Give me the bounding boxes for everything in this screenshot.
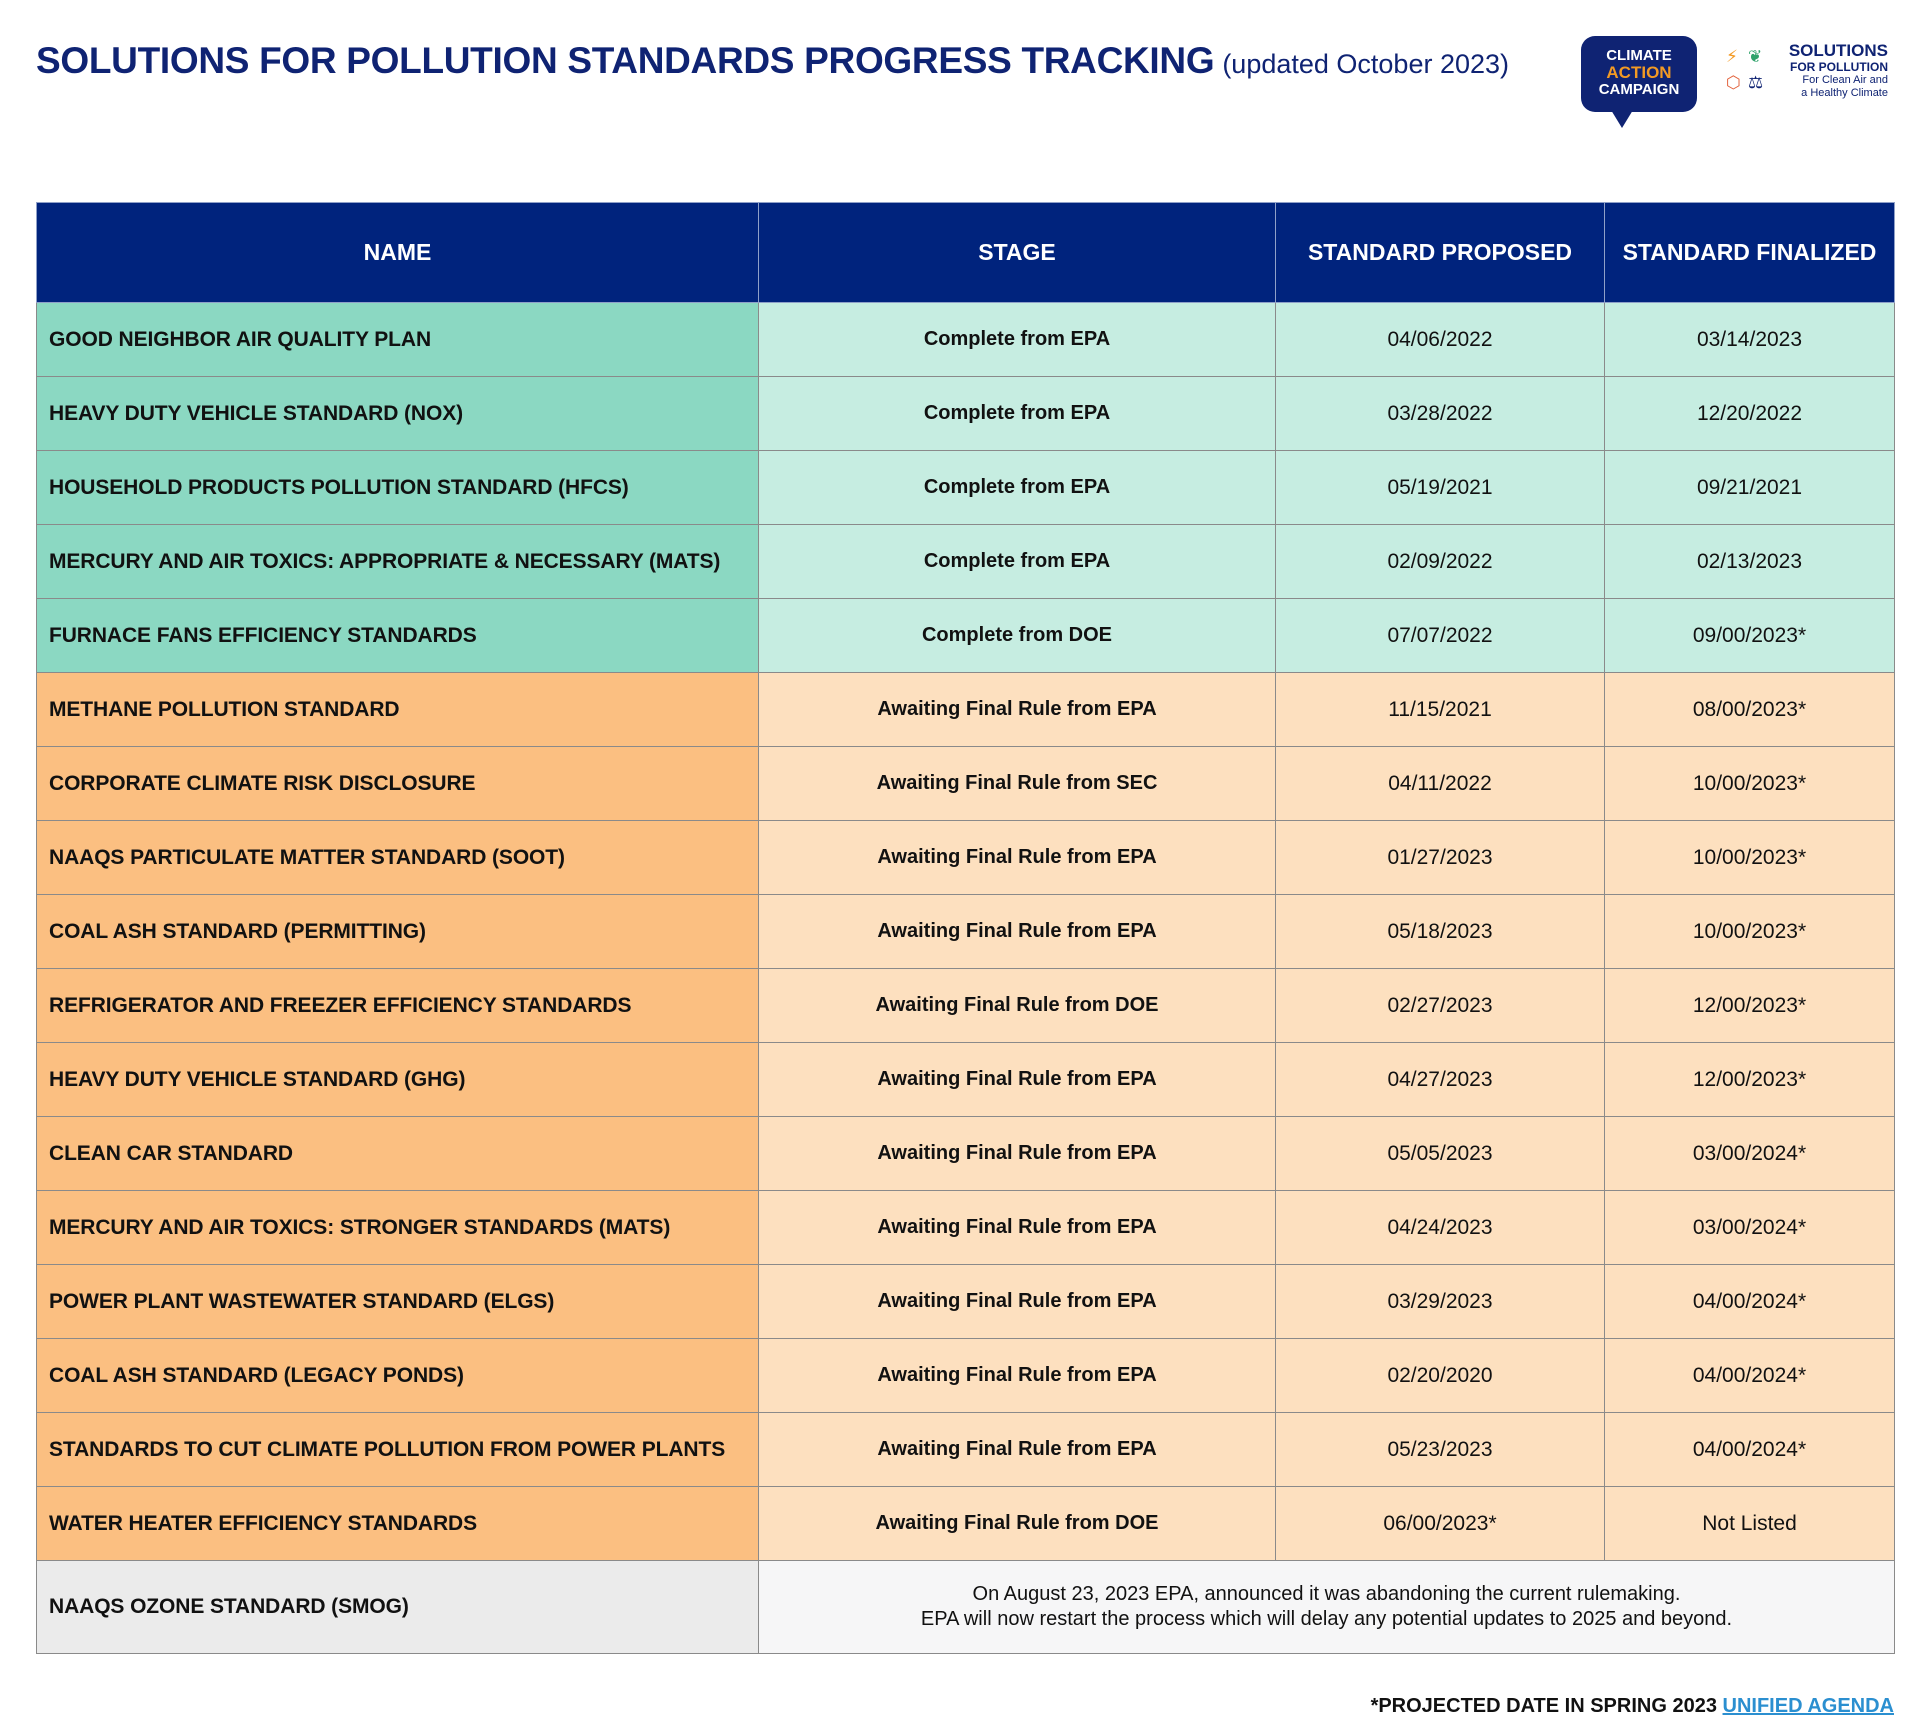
title-subtitle: (updated October 2023) xyxy=(1222,49,1510,79)
row-name: METHANE POLLUTION STANDARD xyxy=(37,673,759,747)
standards-table xyxy=(36,202,1895,1654)
row-stage: Awaiting Final Rule from EPA xyxy=(759,1413,1276,1487)
row-stage: Complete from EPA xyxy=(759,303,1276,377)
row-proposed: 06/00/2023* xyxy=(1276,1487,1605,1561)
speech-bubble-tail xyxy=(1611,110,1633,128)
table-body xyxy=(37,303,1895,1654)
row-finalized: 03/00/2024* xyxy=(1605,1191,1895,1265)
row-stage: Complete from EPA xyxy=(759,525,1276,599)
column-header-stage: STAGE xyxy=(759,203,1276,303)
column-header-name: NAME xyxy=(37,203,759,303)
row-finalized: 09/00/2023* xyxy=(1605,599,1895,673)
row-proposed: 05/18/2023 xyxy=(1276,895,1605,969)
table-row xyxy=(37,1487,1895,1561)
table-row xyxy=(37,525,1895,599)
row-name: GOOD NEIGHBOR AIR QUALITY PLAN xyxy=(37,303,759,377)
climate-action-campaign-logo xyxy=(1581,36,1697,112)
table-row xyxy=(37,1191,1895,1265)
row-name: NAAQS OZONE STANDARD (SMOG) xyxy=(37,1561,759,1654)
row-name: POWER PLANT WASTEWATER STANDARD (ELGS) xyxy=(37,1265,759,1339)
row-finalized: 08/00/2023* xyxy=(1605,673,1895,747)
row-stage: Awaiting Final Rule from DOE xyxy=(759,969,1276,1043)
row-finalized: 09/21/2021 xyxy=(1605,451,1895,525)
row-stage: Awaiting Final Rule from EPA xyxy=(759,1339,1276,1413)
row-finalized: 04/00/2024* xyxy=(1605,1265,1895,1339)
cac-logo-line1: CLIMATE xyxy=(1606,47,1672,64)
table-row xyxy=(37,1043,1895,1117)
table-header-row xyxy=(37,203,1895,303)
row-name: CORPORATE CLIMATE RISK DISCLOSURE xyxy=(37,747,759,821)
row-finalized: 03/00/2024* xyxy=(1605,1117,1895,1191)
sfp-logo-line1: SOLUTIONS xyxy=(1788,41,1888,60)
row-stage: Awaiting Final Rule from EPA xyxy=(759,895,1276,969)
ozone-note-line2: EPA will now restart the process which will delay any potential updates to 2025 and beyond. xyxy=(920,1608,1733,1630)
row-stage: Awaiting Final Rule from EPA xyxy=(759,1043,1276,1117)
row-finalized: 02/13/2023 xyxy=(1605,525,1895,599)
table-row xyxy=(37,747,1895,821)
row-name: CLEAN CAR STANDARD xyxy=(37,1117,759,1191)
row-name: WATER HEATER EFFICIENCY STANDARDS xyxy=(37,1487,759,1561)
row-proposed: 07/07/2022 xyxy=(1276,599,1605,673)
solutions-for-pollution-logo xyxy=(1724,42,1894,112)
ozone-note xyxy=(759,1561,1895,1654)
row-proposed: 04/24/2023 xyxy=(1276,1191,1605,1265)
row-stage: Awaiting Final Rule from EPA xyxy=(759,821,1276,895)
row-stage: Awaiting Final Rule from EPA xyxy=(759,1265,1276,1339)
column-header-proposed: STANDARD PROPOSED xyxy=(1276,203,1605,303)
row-finalized: 04/00/2024* xyxy=(1605,1339,1895,1413)
cac-logo-line2: ACTION xyxy=(1606,63,1672,82)
row-stage: Complete from EPA xyxy=(759,451,1276,525)
row-proposed: 02/09/2022 xyxy=(1276,525,1605,599)
row-finalized: 04/00/2024* xyxy=(1605,1413,1895,1487)
row-stage: Complete from EPA xyxy=(759,377,1276,451)
row-proposed: 02/27/2023 xyxy=(1276,969,1605,1043)
row-stage: Complete from DOE xyxy=(759,599,1276,673)
page-title xyxy=(36,40,1509,82)
sfp-logo-line2: FOR POLLUTION xyxy=(1790,60,1888,74)
table-row xyxy=(37,1265,1895,1339)
table-row xyxy=(37,599,1895,673)
row-finalized: 10/00/2023* xyxy=(1605,747,1895,821)
ozone-row xyxy=(37,1561,1895,1654)
row-name: NAAQS PARTICULATE MATTER STANDARD (SOOT) xyxy=(37,821,759,895)
row-proposed: 03/29/2023 xyxy=(1276,1265,1605,1339)
table-row xyxy=(37,821,1895,895)
sfp-logo-line4: a Healthy Climate xyxy=(1801,87,1888,99)
row-name: MERCURY AND AIR TOXICS: APPROPRIATE & NECESSARY (MATS) xyxy=(37,525,759,599)
row-name: FURNACE FANS EFFICIENCY STANDARDS xyxy=(37,599,759,673)
leaf-icon: ❦ xyxy=(1748,47,1763,66)
table-row xyxy=(37,1117,1895,1191)
unified-agenda-link[interactable]: UNIFIED AGENDA xyxy=(1722,1695,1894,1717)
row-finalized: Not Listed xyxy=(1605,1487,1895,1561)
row-proposed: 01/27/2023 xyxy=(1276,821,1605,895)
title-main: SOLUTIONS FOR POLLUTION STANDARDS PROGRESS TRACKING xyxy=(36,40,1215,81)
row-name: COAL ASH STANDARD (LEGACY PONDS) xyxy=(37,1339,759,1413)
row-stage: Awaiting Final Rule from SEC xyxy=(759,747,1276,821)
shield-icon: ⬡ xyxy=(1726,73,1741,92)
table-row xyxy=(37,969,1895,1043)
row-finalized: 12/00/2023* xyxy=(1605,969,1895,1043)
row-stage: Awaiting Final Rule from EPA xyxy=(759,1191,1276,1265)
row-name: COAL ASH STANDARD (PERMITTING) xyxy=(37,895,759,969)
row-name: STANDARDS TO CUT CLIMATE POLLUTION FROM POWER PLANTS xyxy=(37,1413,759,1487)
row-name: REFRIGERATOR AND FREEZER EFFICIENCY STANDARDS xyxy=(37,969,759,1043)
ozone-note-line1: On August 23, 2023 EPA, announced it was abandoning the current rulemaking. xyxy=(972,1583,1681,1605)
row-finalized: 12/00/2023* xyxy=(1605,1043,1895,1117)
row-finalized: 10/00/2023* xyxy=(1605,895,1895,969)
table-row xyxy=(37,303,1895,377)
sfp-logo-text xyxy=(1770,42,1888,100)
row-proposed: 05/05/2023 xyxy=(1276,1117,1605,1191)
row-proposed: 04/11/2022 xyxy=(1276,747,1605,821)
row-name: HOUSEHOLD PRODUCTS POLLUTION STANDARD (HFCS) xyxy=(37,451,759,525)
sfp-icon-group xyxy=(1724,48,1768,100)
table-row xyxy=(37,895,1895,969)
lightning-icon: ⚡ xyxy=(1726,47,1738,66)
table-row xyxy=(37,1339,1895,1413)
row-name: HEAVY DUTY VEHICLE STANDARD (NOX) xyxy=(37,377,759,451)
cac-logo-line3: CAMPAIGN xyxy=(1598,81,1680,98)
row-proposed: 11/15/2021 xyxy=(1276,673,1605,747)
sfp-logo-line3: For Clean Air and xyxy=(1802,74,1888,86)
row-name: HEAVY DUTY VEHICLE STANDARD (GHG) xyxy=(37,1043,759,1117)
row-proposed: 05/23/2023 xyxy=(1276,1413,1605,1487)
table-row xyxy=(37,377,1895,451)
table-row xyxy=(37,451,1895,525)
row-proposed: 03/28/2022 xyxy=(1276,377,1605,451)
row-proposed: 02/20/2020 xyxy=(1276,1339,1605,1413)
row-name: MERCURY AND AIR TOXICS: STRONGER STANDARDS (MATS) xyxy=(37,1191,759,1265)
table-row xyxy=(37,673,1895,747)
footnote xyxy=(1371,1695,1894,1718)
row-stage: Awaiting Final Rule from EPA xyxy=(759,673,1276,747)
row-finalized: 03/14/2023 xyxy=(1605,303,1895,377)
row-proposed: 04/06/2022 xyxy=(1276,303,1605,377)
row-finalized: 10/00/2023* xyxy=(1605,821,1895,895)
table-row xyxy=(37,1413,1895,1487)
page-header xyxy=(36,36,1886,136)
scales-icon: ⚖ xyxy=(1748,73,1764,92)
row-finalized: 12/20/2022 xyxy=(1605,377,1895,451)
row-proposed: 05/19/2021 xyxy=(1276,451,1605,525)
row-proposed: 04/27/2023 xyxy=(1276,1043,1605,1117)
row-stage: Awaiting Final Rule from EPA xyxy=(759,1117,1276,1191)
row-stage: Awaiting Final Rule from DOE xyxy=(759,1487,1276,1561)
footnote-text: *PROJECTED DATE IN SPRING 2023 xyxy=(1370,1695,1717,1717)
column-header-finalized: STANDARD FINALIZED xyxy=(1605,203,1895,303)
